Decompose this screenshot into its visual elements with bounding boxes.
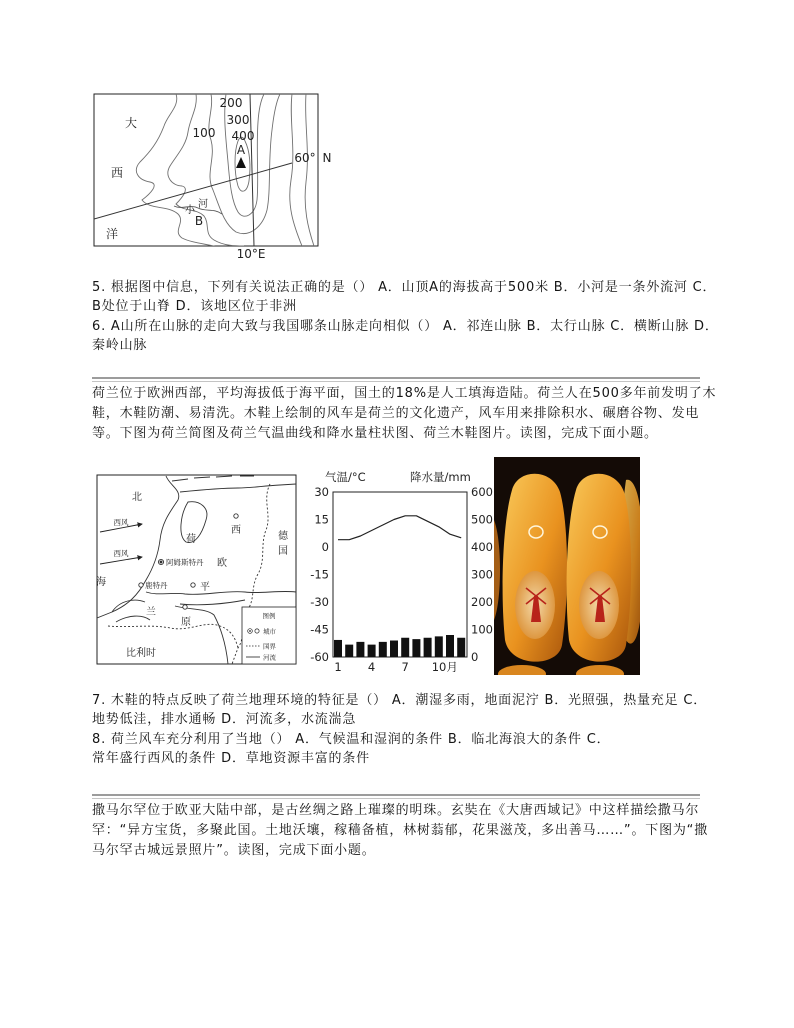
passage-netherlands-line-1: 荷兰位于欧洲西部，平均海拔低于海平面，国土的18%是人工填海造陆。荷兰人在500多年前发明了木 [92, 386, 717, 401]
passage-netherlands-line-3: 等。下图为荷兰简图及荷兰气温曲线和降水量柱状图、荷兰木鞋图片。读图，完成下面小题。 [92, 426, 658, 441]
y-tick-label: -15 [310, 567, 329, 582]
topographic-map [88, 90, 338, 265]
city-marker-icon [191, 583, 195, 587]
question-8-line-1: 8. 荷兰风车充分利用了当地（） A．气候温和湿润的条件 B．临北海浪大的条件 C． [92, 732, 611, 747]
y-tick-label: 0 [321, 540, 329, 554]
precipitation-bar [334, 640, 342, 657]
city-marker-icon [139, 583, 143, 587]
ocean-label-da: 大 [124, 116, 138, 130]
label-amsterdam: 阿姆斯特丹 [166, 558, 204, 567]
passage-samarkand-line-1: 撒马尔罕位于欧亚大陆中部，是古丝绸之路上璀璨的明珠。玄奘在《大唐西域记》中这样描绘撒马尔 [92, 803, 700, 818]
label-ou: 欧 [217, 558, 227, 569]
passage-netherlands-line-2: 鞋，木鞋防潮、易清洗。木鞋上绘制的风车是荷兰的文化遗产，风车用来排除积水、碾磨谷物、发电 [92, 406, 700, 421]
y-tick-label: 30 [314, 485, 329, 499]
y2-tick-label: 400 [471, 540, 493, 554]
x-tick-label: 7 [401, 660, 409, 674]
precipitation-bar [368, 645, 376, 657]
label-belgium: 比利时 [126, 648, 156, 659]
label-xi: 西 [231, 525, 241, 536]
question-7-line-1: 7. 木鞋的特点反映了荷兰地理环境的特征是（） A．潮湿多雨，地面泥泞 B．光照强，热量充足 C． [92, 693, 708, 708]
climate-chart [305, 462, 495, 677]
capital-marker-dot [160, 561, 162, 563]
plot-frame [333, 492, 467, 657]
label-yuan: 原 [181, 617, 191, 628]
y2-axis-label: 降水量/mm [410, 470, 471, 484]
precipitation-bar [379, 642, 387, 657]
ocean-label-xi: 西 [110, 166, 124, 180]
passage-samarkand-line-2: 罕：“异方宝货，多聚此国。土地沃壤，稼穑备植，林树蓊郁，花果滋茂，多出善马……”。下图为“撒 [92, 823, 709, 838]
precipitation-bar [412, 639, 420, 657]
label-lan: 兰 [146, 607, 156, 618]
peak-label: A [236, 143, 246, 157]
x-tick-label: 4 [367, 660, 376, 674]
y2-tick-label: 500 [471, 512, 493, 527]
latitude-direction: N [322, 151, 332, 165]
y-tick-label: -30 [310, 595, 329, 609]
legend-city-icon [255, 629, 259, 633]
y2-tick-label: 0 [471, 650, 479, 664]
section-divider-thin [92, 381, 700, 382]
y-tick-label: 15 [314, 512, 329, 527]
label-guo: 国 [278, 546, 288, 557]
contour-label-100: 100 [192, 126, 216, 140]
y2-tick-label: 200 [471, 595, 493, 609]
label-north: 北 [132, 492, 142, 503]
y-axis-label: 气温/°C [325, 470, 366, 484]
point-b-label: B [194, 214, 204, 228]
contour-label-400: 400 [231, 129, 255, 143]
precipitation-bar [446, 635, 454, 657]
legend-river-label: 河流 [263, 653, 276, 662]
y2-tick-label: 300 [471, 567, 493, 582]
legend-title: 图例 [262, 612, 276, 620]
precipitation-bar [457, 638, 465, 657]
y2-tick-label: 100 [471, 622, 493, 637]
precipitation-bar [424, 638, 432, 657]
label-de: 德 [278, 531, 288, 542]
y2-tick-label: 600 [471, 485, 493, 499]
precipitation-bar [401, 638, 409, 657]
passage-samarkand-line-3: 马尔罕古城远景照片”。读图，完成下面小题。 [92, 843, 376, 858]
wooden-shoes-photo [494, 457, 640, 675]
longitude-label: 10°E [236, 247, 266, 261]
temperature-line [338, 516, 461, 540]
label-westerly-1: 西风 [113, 518, 129, 527]
map-legend [242, 607, 296, 664]
question-6-line-2: 秦岭山脉 [92, 338, 148, 353]
question-8-line-2: 常年盛行西风的条件 D．草地资源丰富的条件 [92, 751, 370, 766]
x-tick-label: 10月 [431, 660, 458, 674]
question-5-line-2: B处位于山脊 D．该地区位于非洲 [92, 299, 297, 314]
label-westerly-2: 西风 [113, 549, 129, 558]
label-he: 荷 [186, 534, 196, 545]
netherlands-map [94, 472, 300, 668]
x-tick-label: 1 [334, 660, 342, 674]
precipitation-bar [390, 641, 398, 658]
city-marker-icon [234, 514, 238, 518]
river-label-char1: 小 [185, 205, 195, 216]
latitude-label: 60° [294, 151, 316, 165]
label-hai: 海 [96, 577, 106, 588]
contour-label-200: 200 [219, 96, 243, 110]
legend-border-label: 国界 [263, 642, 276, 651]
legend-city-label: 城市 [263, 627, 276, 636]
question-5-line-1: 5. 根据图中信息，下列有关说法正确的是（） A．山顶A的海拔高于500米 B．小河是一条外流河 C． [92, 280, 717, 295]
city-marker-icon [183, 605, 187, 609]
question-7-line-2: 地势低洼，排水通畅 D．河流多，水流湍急 [92, 712, 357, 727]
section-divider [92, 377, 700, 379]
ocean-label-yang: 洋 [105, 227, 119, 241]
precipitation-bar [435, 636, 443, 657]
river-label-char2: 河 [198, 199, 208, 210]
label-rotterdam: 鹿特丹 [145, 581, 168, 590]
y-tick-label: -60 [310, 650, 329, 664]
precipitation-bar [345, 645, 353, 657]
section-divider-thin [92, 798, 700, 799]
label-ping: 平 [200, 582, 210, 593]
section-divider [92, 794, 700, 796]
y-tick-label: -45 [310, 622, 329, 637]
precipitation-bar [356, 642, 364, 657]
legend-capital-dot [249, 630, 251, 632]
contour-label-300: 300 [226, 113, 250, 127]
question-6-line-1: 6. A山所在山脉的走向大致与我国哪条山脉走向相似（） A．祁连山脉 B．太行山脉 C．横断山脉 D． [92, 319, 719, 334]
